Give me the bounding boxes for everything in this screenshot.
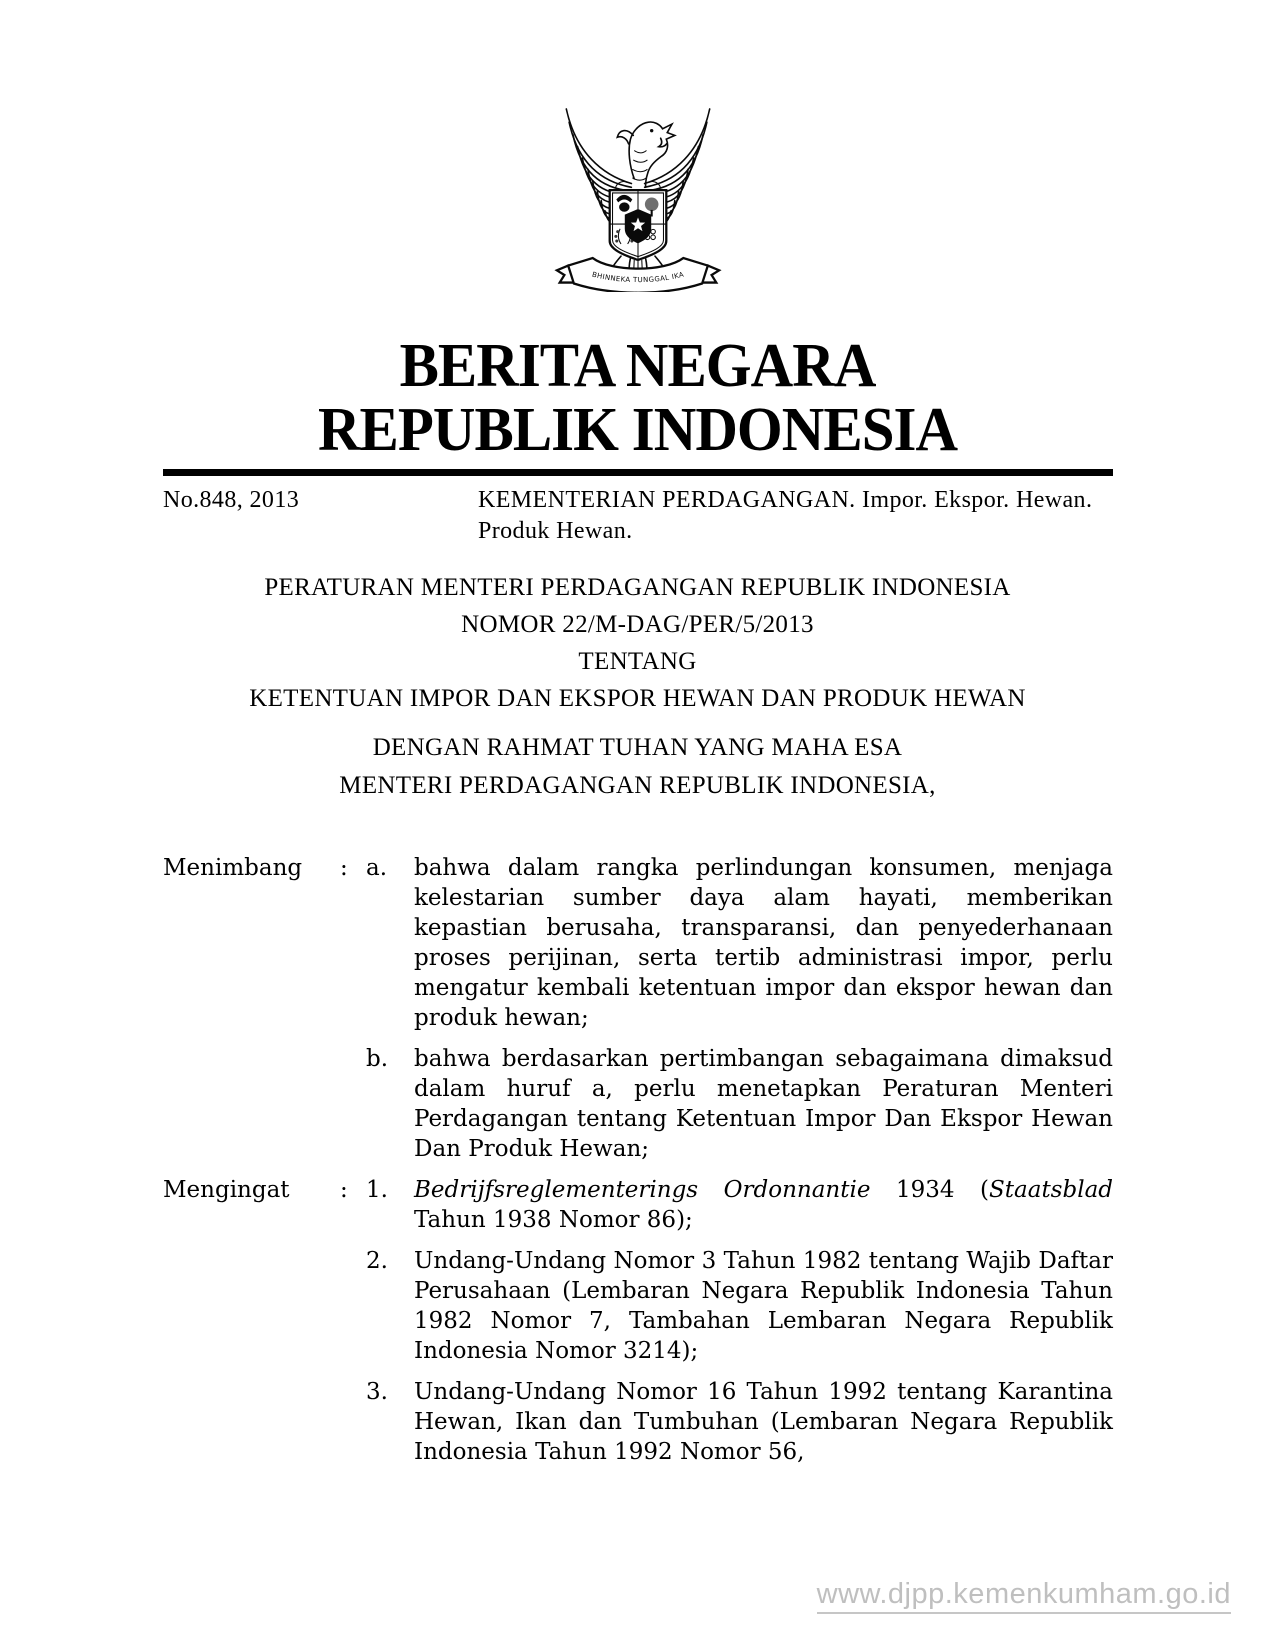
item-marker: 1.: [366, 1177, 388, 1203]
item-text: [414, 1175, 1113, 1235]
regulation-title: [0, 569, 1275, 717]
clauses: [163, 853, 1113, 1478]
item-text-plain: Tahun 1938 Nomor 86);: [414, 1207, 693, 1233]
mengingat-item-3: [366, 1377, 1113, 1467]
ribbon-motto: BHINNEKA TUNGGAL IKA: [590, 270, 685, 285]
gazette-number: No.848, 2013: [163, 487, 300, 513]
regulation-tentang: TENTANG: [578, 648, 697, 675]
item-text: Undang-Undang Nomor 3 Tahun 1982 tentang Wajib Daftar Perusahaan (Lembaran Negara Republik Indonesia Tahun 1982 Nomor 7, Tambahan Lembaran Negara Republik Indonesia Nomor 3214);: [414, 1248, 1113, 1364]
garuda-icon: [543, 92, 733, 292]
masthead-line-1: BERITA NEGARA: [399, 332, 876, 400]
item-marker: b.: [366, 1046, 389, 1072]
item-marker: 2.: [366, 1248, 388, 1274]
clause-colon: :: [340, 855, 348, 881]
clause-label: Menimbang: [163, 855, 303, 881]
item-text: bahwa dalam rangka perlindungan konsumen, menjaga kelestarian sumber daya alam hayati, memberikan kepastian berusaha, transparansi, dan penyederhanaan proses perijinan, serta tertib administrasi impor, perlu mengatur kembali ketentuan impor dan ekspor hewan dan produk hewan;: [414, 855, 1113, 1031]
menimbang-item-b: [366, 1044, 1113, 1164]
item-marker: a.: [366, 855, 388, 881]
mengingat-item-2: [366, 1246, 1113, 1366]
garuda-head: [617, 122, 675, 187]
item-text: Undang-Undang Nomor 16 Tahun 1992 tentang Karantina Hewan, Ikan dan Tumbuhan (Lembaran Negara Republik Indonesia Tahun 1992 Nomor 56,: [414, 1379, 1113, 1465]
pancasila-shield: [609, 190, 666, 260]
clause-label: Mengingat: [163, 1177, 290, 1203]
item-text: bahwa berdasarkan pertimbangan sebagaimana dimaksud dalam huruf a, perlu menetapkan Peraturan Menteri Perdagangan tentang Ketentuan Impor Dan Ekspor Hewan Dan Produk Hewan;: [414, 1046, 1113, 1162]
mengingat-item-1: [366, 1175, 1113, 1235]
menimbang-item-a: [366, 853, 1113, 1033]
watermark-url: www.djpp.kemenkumham.go.id: [817, 1578, 1231, 1614]
item-text-plain: 1934 (: [870, 1177, 990, 1203]
item-marker: 3.: [366, 1379, 388, 1405]
clause-colon: :: [340, 1177, 348, 1203]
invocation: [0, 729, 1275, 805]
item-text-italic: Staatsblad: [989, 1177, 1113, 1203]
invocation-line-1: DENGAN RAHMAT TUHAN YANG MAHA ESA: [372, 734, 903, 761]
invocation-line-2: MENTERI PERDAGANGAN REPUBLIK INDONESIA,: [339, 772, 936, 799]
regulation-subject: KETENTUAN IMPOR DAN EKSPOR HEWAN DAN PRODUK HEWAN: [249, 685, 1026, 712]
regulation-title-line-1: PERATURAN MENTERI PERDAGANGAN REPUBLIK INDONESIA: [264, 574, 1011, 601]
masthead-line-2: REPUBLIK INDONESIA: [317, 396, 958, 464]
gazette-subject: KEMENTERIAN PERDAGANGAN. Impor. Ekspor. Hewan. Produk Hewan.: [478, 487, 1093, 544]
clause-menimbang: [163, 853, 1113, 1175]
garuda-pancasila-emblem: [543, 92, 733, 292]
regulation-number: NOMOR 22/M-DAG/PER/5/2013: [461, 611, 814, 638]
clause-mengingat: [163, 1175, 1113, 1478]
masthead-rule: [163, 469, 1113, 476]
masthead-title: [32, 334, 1243, 462]
item-text-italic: Bedrijfsreglementerings Ordonnantie: [414, 1177, 871, 1203]
gazette-header-note: [163, 485, 1113, 547]
